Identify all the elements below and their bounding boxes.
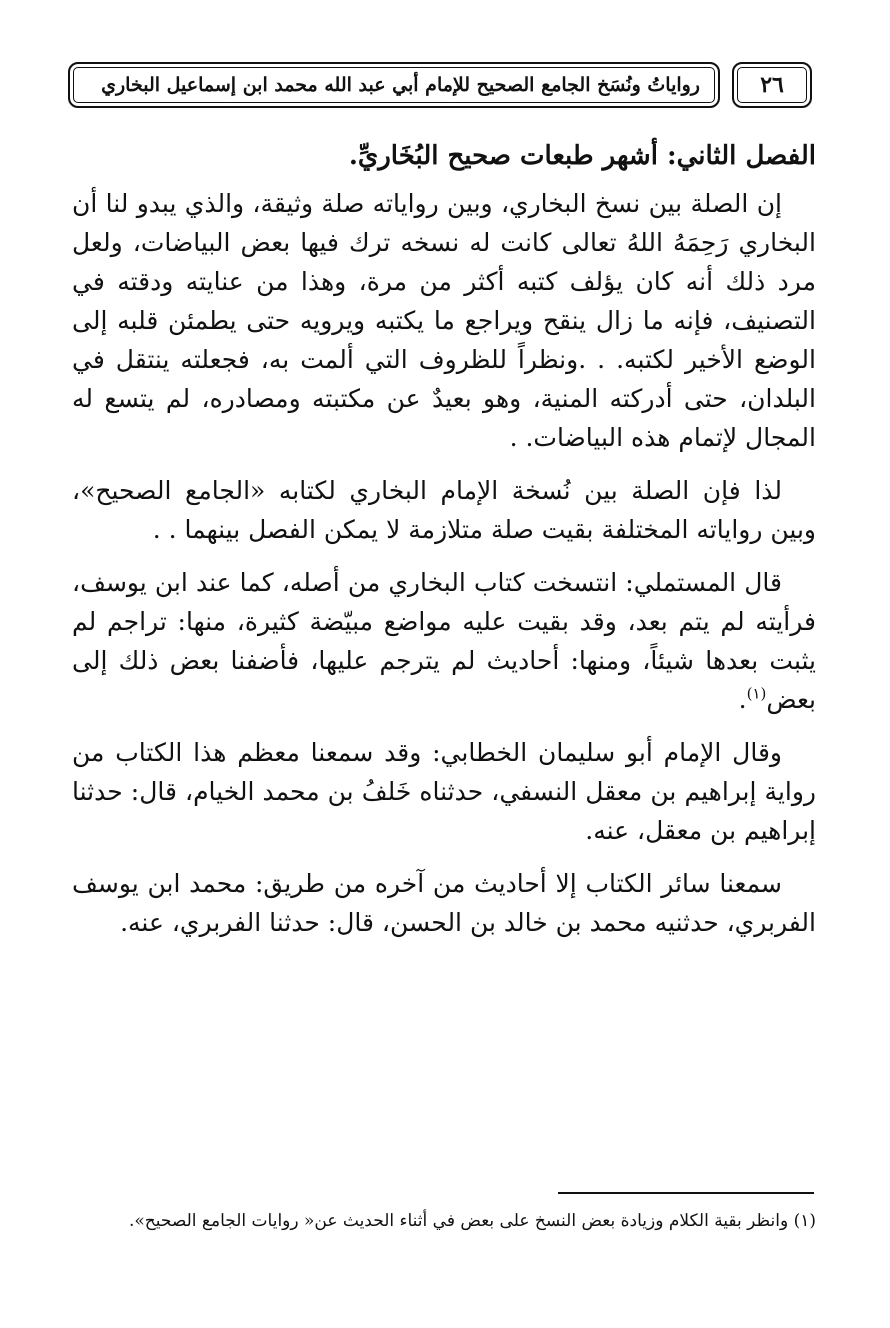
chapter-title: الفصل الثاني: أشهر طبعات صحيح البُخَاريِّ. xyxy=(348,141,816,171)
paragraph-1: إن الصلة بين نسخ البخاري، وبين رواياته صلة وثيقة، والذي يبدو لنا أن البخاري رَحِمَهُ اللهُ تعالى كانت له نسخه ترك فيها بعض البياضات، ولعل مرد ذلك أنه كان يؤلف كتبه أكثر من مرة، وهذا من عنايته ودقته في التصنيف، فإنه ما زال ينقح ويراجع ما يكتبه ويرويه حتى يطمئن قلبه إلى الوضع الأخير لكتبه. . .ونظراً للظروف التي ألمت به، فجعلته ينتقل في البلدان، حتى أدركته المنية، وهو بعيدٌ عن مكتبته ومصادره، لم يتسع له المجال لإتمام هذه البياضات. . xyxy=(72,189,816,452)
main-text xyxy=(72,134,816,956)
footnote xyxy=(72,1206,816,1236)
page-header xyxy=(68,62,812,108)
footnote-ref[interactable]: (١) xyxy=(746,684,767,703)
footnote-number: (١) xyxy=(793,1211,816,1231)
running-title: رواياتُ ونُسَخ الجامع الصحيح للإمام أبي عبد الله محمد ابن إسماعيل البخاري xyxy=(68,62,720,108)
footnote-divider xyxy=(558,1192,814,1194)
footnote-text: وانظر بقية الكلام وزيادة بعض النسخ على بعض في أثناء الحديث عن« روايات الجامع الصحيح». xyxy=(128,1211,789,1231)
paragraph-4: وقال الإمام أبو سليمان الخطابي: وقد سمعنا معظم هذا الكتاب من رواية إبراهيم بن معقل النسفي، حدثناه خَلفُ بن محمد الخيام، قال: حدثنا إبراهيم بن معقل، عنه. xyxy=(72,738,816,845)
paragraph-3-end: . xyxy=(738,685,747,714)
paragraph-2: لذا فإن الصلة بين نُسخة الإمام البخاري لكتابه «الجامع الصحيح»، وبين رواياته المختلفة بقيت صلة متلازمة لا يمكن الفصل بينهما . . xyxy=(72,476,816,544)
page-number: ٢٦ xyxy=(732,62,812,108)
paragraph-3 xyxy=(72,563,816,719)
paragraph-3-text: قال المستملي: انتسخت كتاب البخاري من أصله، كما عند ابن يوسف، فرأيته لم يتم بعد، وقد بقيت عليه مواضع مبيّضة كثيرة، منها: تراجم لم يثبت بعدها شيئاً، ومنها: أحاديث لم يترجم عليها، فأضفنا بعض ذلك إلى بعض xyxy=(72,568,816,714)
paragraph-5: سمعنا سائر الكتاب إلا أحاديث من آخره من طريق: محمد ابن يوسف الفربري، حدثنيه محمد بن خالد بن الحسن، قال: حدثنا الفربري، عنه. xyxy=(72,869,816,937)
